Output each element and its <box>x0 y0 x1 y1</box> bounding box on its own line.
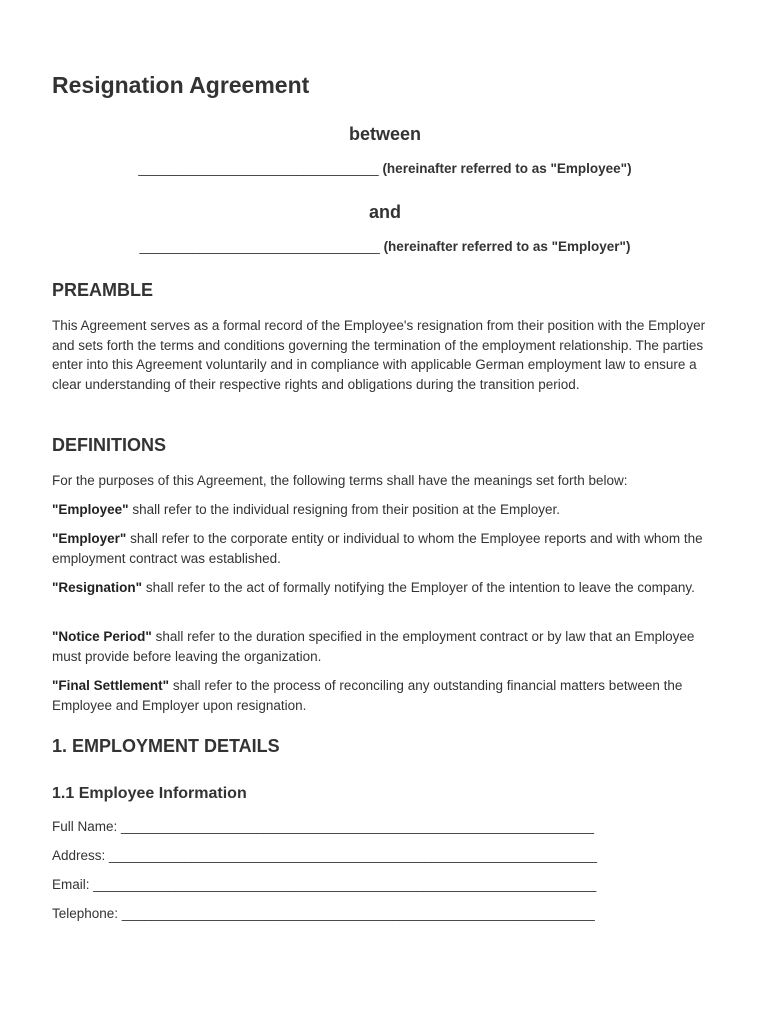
telephone-label: Telephone: <box>52 906 122 921</box>
telephone-field <box>52 904 595 923</box>
address-field <box>52 846 597 865</box>
definition-text: shall refer to the act of formally notifying the Employer of the intention to leave the company. <box>142 580 695 595</box>
document-title: Resignation Agreement <box>52 72 310 98</box>
between-label: between <box>348 124 422 144</box>
full-name-field <box>52 817 594 836</box>
email-label: Email: <box>52 877 94 892</box>
address-label: Address: <box>52 848 110 863</box>
definition-employee <box>52 500 718 520</box>
employee-information-heading: 1.1 Employee Information <box>52 785 247 802</box>
definition-text: shall refer to the process of reconciling any outstanding financial matters between the Employee and Employer upon resignation. <box>52 678 683 713</box>
employee-reference: (hereinafter referred to as "Employee") <box>378 161 632 176</box>
employer-reference: (hereinafter referred to as "Employer") <box>379 239 631 254</box>
definition-resignation <box>52 578 718 598</box>
definition-text: shall refer to the corporate entity or individual to whom the Employee reports and with whom the employment contract was established. <box>52 531 703 566</box>
employer-name-blank[interactable]: ________________________________ <box>139 239 380 254</box>
definition-term: "Employer" <box>52 531 127 546</box>
definition-text: shall refer to the individual resigning from their position at the Employer. <box>128 502 561 517</box>
employee-name-blank[interactable]: ________________________________ <box>138 161 379 176</box>
and-label: and <box>368 202 401 222</box>
definition-final-settlement <box>52 676 718 715</box>
telephone-input[interactable]: _______________________________________________________________ <box>121 906 595 921</box>
employment-details-heading: 1. EMPLOYMENT DETAILS <box>52 736 280 756</box>
definition-text: shall refer to the duration specified in the employment contract or by law that an Employee must provide before leaving the organization. <box>52 629 695 664</box>
definitions-intro: For the purposes of this Agreement, the following terms shall have the meanings set forth below: <box>52 473 628 488</box>
definition-term: "Resignation" <box>52 580 143 595</box>
address-input[interactable]: _________________________________________________________________ <box>109 848 598 863</box>
definition-term: "Employee" <box>52 502 129 517</box>
employee-party-line <box>0 161 770 176</box>
employer-party-line <box>0 239 770 254</box>
definition-employer <box>52 529 718 568</box>
email-field <box>52 875 596 894</box>
email-input[interactable]: ___________________________________________________________________ <box>93 877 597 892</box>
definition-term: "Final Settlement" <box>52 678 170 693</box>
definitions-heading: DEFINITIONS <box>52 435 167 455</box>
definition-term: "Notice Period" <box>52 629 152 644</box>
preamble-heading: PREAMBLE <box>52 280 154 300</box>
full-name-input[interactable]: _______________________________________________________________ <box>121 819 595 834</box>
full-name-label: Full Name: <box>52 819 122 834</box>
preamble-text: This Agreement serves as a formal record of the Employee's resignation from their position with the Employer and sets forth the terms and conditions governing the termination of the employment relationship. The parties enter into this Agreement voluntarily and in compliance with applicable German employment law to ensure a clear understanding of their respective rights and obligations during the transition period. <box>52 318 706 392</box>
definition-notice-period <box>52 627 718 666</box>
